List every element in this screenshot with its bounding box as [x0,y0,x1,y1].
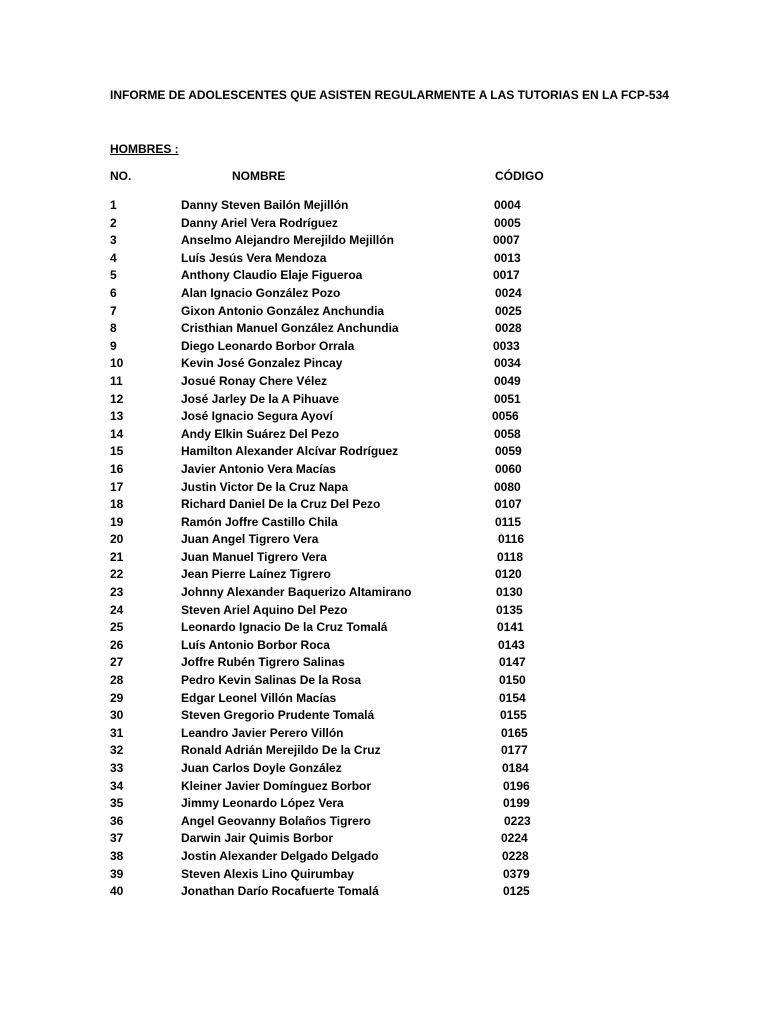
student-code: 0199 [503,796,530,811]
student-code: 0028 [495,321,522,336]
row-number: 16 [110,461,124,476]
row-number: 5 [110,268,117,283]
student-code: 0024 [495,285,522,300]
table-row [0,197,768,215]
student-name: Kevin José Gonzalez Pincay [181,356,343,371]
row-number: 37 [110,831,124,846]
student-name: Ronald Adrián Merejildo De la Cruz [181,743,381,758]
student-code: 0013 [494,250,521,265]
student-name: Leandro Javier Perero Villón [181,725,344,740]
table-row [0,426,768,444]
student-name: Hamilton Alexander Alcívar Rodríguez [181,444,399,459]
row-number: 9 [110,338,117,353]
student-name: Luís Jesús Vera Mendoza [181,250,327,265]
student-name: Juan Angel Tigrero Vera [181,532,319,547]
table-row [0,338,768,356]
student-code: 0141 [497,620,524,635]
student-name: Jonathan Darío Rocafuerte Tomalá [181,884,379,899]
row-number: 35 [110,796,124,811]
row-number: 19 [110,514,124,529]
student-code: 0033 [493,338,520,353]
table-row [0,250,768,268]
table-row [0,320,768,338]
student-name: Jostin Alexander Delgado Delgado [181,848,379,863]
table-row [0,549,768,567]
student-code: 0155 [500,708,527,723]
row-number: 20 [110,532,124,547]
row-number: 3 [110,233,117,248]
student-name: Josué Ronay Chere Vélez [181,373,328,388]
row-number: 23 [110,585,124,600]
table-row [0,813,768,831]
student-name: Jean Pierre Laínez Tigrero [181,567,331,582]
student-code: 0135 [496,602,523,617]
student-code: 0005 [494,215,521,230]
table-row [0,479,768,497]
student-name: Anthony Claudio Elaje Figueroa [181,268,363,283]
student-name: Andy Elkin Suárez Del Pezo [181,426,340,441]
table-row [0,602,768,620]
student-name: Ramón Joffre Castillo Chila [181,514,338,529]
student-name: Steven Ariel Aquino Del Pezo [181,602,348,617]
student-code: 0004 [494,198,521,212]
student-code: 0118 [497,549,524,564]
row-number: 8 [110,321,117,336]
student-code: 0147 [499,655,526,670]
row-number: 17 [110,479,124,494]
table-row [0,232,768,250]
student-name: Javier Antonio Vera Macías [181,461,336,476]
student-code: 0177 [501,743,528,758]
row-number: 6 [110,285,117,300]
student-code: 0025 [495,303,522,318]
student-code: 0034 [494,356,521,371]
student-code: 0058 [494,426,521,441]
table-row [0,566,768,584]
student-name: José Jarley De la A Pihuave [181,391,339,406]
table-row [0,654,768,672]
table-row [0,215,768,233]
table-row [0,848,768,866]
row-number: 18 [110,497,124,512]
row-number: 38 [110,848,124,863]
student-code: 0115 [495,514,522,529]
student-name: Juan Carlos Doyle González [181,761,342,775]
row-number: 4 [110,250,117,265]
row-number: 28 [110,673,124,688]
student-name: Danny Ariel Vera Rodríguez [181,215,338,230]
student-code: 0130 [496,585,523,600]
student-list [0,197,768,901]
table-row [0,531,768,549]
student-code: 0059 [495,444,522,459]
table-row [0,285,768,303]
row-number: 40 [110,884,124,899]
student-code: 0228 [502,848,529,863]
table-row [0,619,768,637]
row-number: 11 [110,373,123,388]
row-number: 34 [110,778,124,793]
table-row [0,303,768,321]
table-row [0,672,768,690]
student-code: 0116 [498,532,525,547]
row-number: 2 [110,215,117,230]
row-number: 31 [110,725,124,740]
student-code: 0184 [502,761,529,775]
table-row [0,760,768,778]
student-name: Juan Manuel Tigrero Vera [181,549,327,564]
student-name: Danny Steven Bailón Mejillón [181,198,349,212]
student-code: 0165 [501,725,528,740]
student-code: 0007 [493,233,520,248]
student-code: 0196 [503,778,530,793]
table-row [0,707,768,725]
student-name: Leonardo Ignacio De la Cruz Tomalá [181,620,388,635]
student-name: Gixon Antonio González Anchundia [181,303,385,318]
student-name: Steven Alexis Lino Quirumbay [181,866,354,881]
student-name: Luís Antonio Borbor Roca [181,637,330,652]
student-code: 0379 [503,866,530,881]
row-number: 13 [110,409,124,424]
row-number: 21 [110,549,124,564]
student-name: Kleiner Javier Domínguez Borbor [181,778,372,793]
student-name: Darwin Jair Quimis Borbor [181,831,334,846]
column-header-codigo: CÓDIGO [495,169,544,183]
student-code: 0224 [501,831,528,846]
table-row [0,830,768,848]
row-number: 15 [110,444,124,459]
student-name: José Ignacio Segura Ayoví [181,409,333,424]
table-row [0,795,768,813]
row-number: 36 [110,813,124,828]
row-number: 22 [110,567,124,582]
student-name: Jimmy Leonardo López Vera [181,796,344,811]
table-row [0,496,768,514]
student-name: Angel Geovanny Bolaños Tigrero [181,813,371,828]
row-number: 27 [110,655,124,670]
row-number: 32 [110,743,124,758]
student-name: Diego Leonardo Borbor Orrala [181,338,355,353]
table-row [0,584,768,602]
row-number: 1 [110,198,117,212]
table-row [0,637,768,655]
student-name: Richard Daniel De la Cruz Del Pezo [181,497,381,512]
table-row [0,725,768,743]
student-code: 0060 [495,461,522,476]
table-row [0,866,768,884]
student-name: Anselmo Alejandro Merejildo Mejillón [181,233,394,248]
student-code: 0051 [494,391,521,406]
table-row [0,355,768,373]
student-code: 0049 [494,373,521,388]
table-row [0,443,768,461]
row-number: 30 [110,708,124,723]
row-number: 29 [110,690,124,705]
student-name: Joffre Rubén Tigrero Salinas [181,655,345,670]
table-row [0,883,768,901]
table-row [0,514,768,532]
student-name: Justin Victor De la Cruz Napa [181,479,349,494]
student-name: Alan Ignacio González Pozo [181,285,341,300]
section-heading-hombres: HOMBRES : [110,142,179,156]
student-code: 0143 [498,637,525,652]
student-code: 0056 [492,409,519,424]
row-number: 12 [110,391,124,406]
row-number: 10 [110,356,124,371]
row-number: 33 [110,761,124,775]
student-name: Pedro Kevin Salinas De la Rosa [181,673,362,688]
student-name: Johnny Alexander Baquerizo Altamirano [181,585,412,600]
table-row [0,408,768,426]
table-row [0,461,768,479]
student-code: 0154 [499,690,526,705]
student-code: 0080 [494,479,521,494]
table-row [0,690,768,708]
student-code: 0125 [503,884,530,899]
student-code: 0120 [495,567,522,582]
row-number: 39 [110,866,124,881]
student-name: Steven Gregorio Prudente Tomalá [181,708,375,723]
table-row [0,742,768,760]
row-number: 25 [110,620,124,635]
row-number: 24 [110,602,124,617]
student-name: Edgar Leonel Villón Macías [181,690,337,705]
column-header-nombre: NOMBRE [232,169,286,183]
row-number: 26 [110,637,124,652]
table-row [0,267,768,285]
row-number: 7 [110,303,117,318]
student-code: 0150 [499,673,526,688]
report-title: INFORME DE ADOLESCENTES QUE ASISTEN REGULARMENTE A LAS TUTORIAS EN LA FCP-534 [110,88,669,102]
student-code: 0223 [504,813,531,828]
table-row [0,778,768,796]
table-row [0,373,768,391]
student-code: 0017 [493,268,520,283]
row-number: 14 [110,426,124,441]
table-row [0,391,768,409]
student-name: Cristhian Manuel González Anchundia [181,321,399,336]
student-code: 0107 [495,497,522,512]
column-header-no: NO. [110,169,132,183]
